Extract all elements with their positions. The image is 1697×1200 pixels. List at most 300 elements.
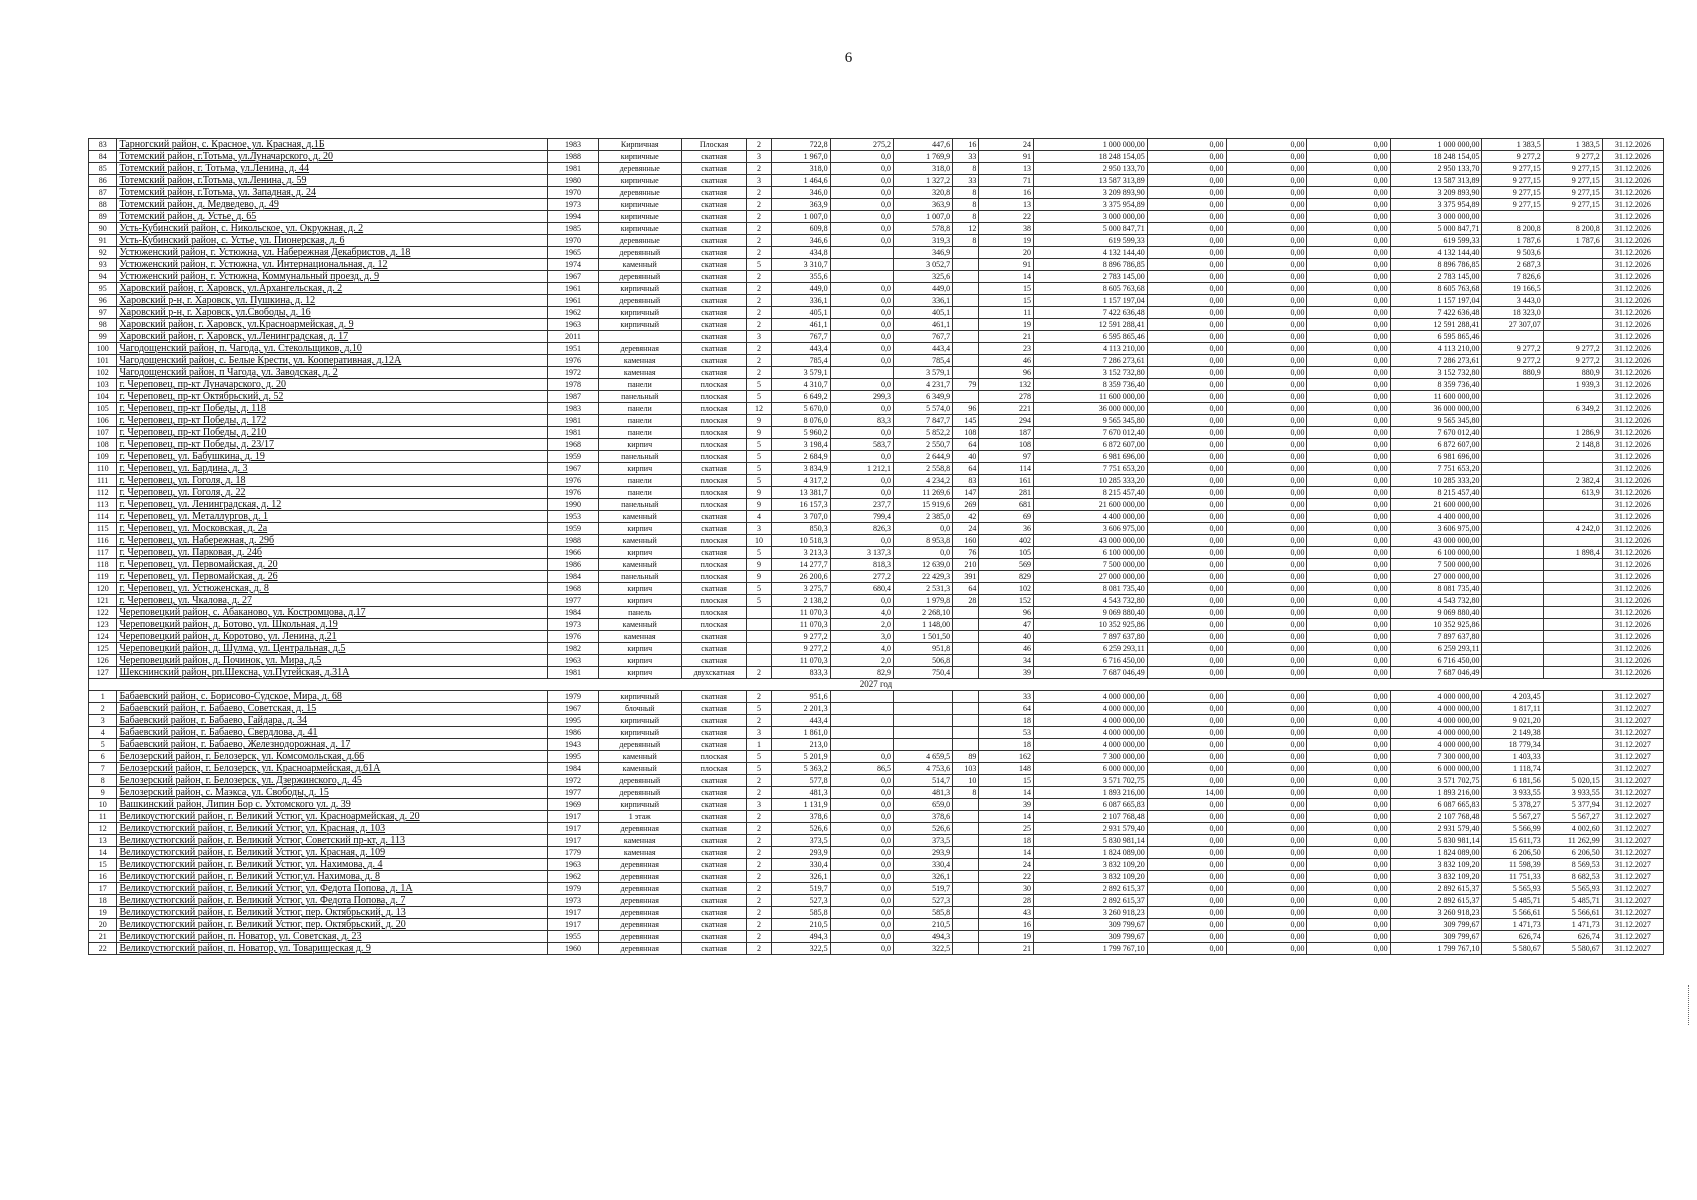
cell-area_res: 1 148,00 bbox=[894, 619, 953, 631]
table-row bbox=[89, 307, 1664, 319]
cell-budget_local: 0,00 bbox=[1307, 835, 1390, 847]
cell-cost_per_sqm: 3 933,55 bbox=[1482, 787, 1543, 799]
register-table-container bbox=[88, 138, 1664, 955]
cell-wall_material: Кирпичная bbox=[598, 139, 681, 151]
table-row bbox=[89, 619, 1664, 631]
cell-total_cost: 4 000 000,00 bbox=[1034, 703, 1148, 715]
cell-residents: 39 bbox=[979, 667, 1034, 679]
cell-area_nonres: 86,5 bbox=[830, 763, 893, 775]
cell-flats: 147 bbox=[953, 487, 979, 499]
cell-floors: 5 bbox=[747, 379, 771, 391]
table-row bbox=[89, 859, 1664, 871]
cell-deadline: 31.12.2026 bbox=[1602, 415, 1663, 427]
cell-deadline: 31.12.2026 bbox=[1602, 223, 1663, 235]
cell-deadline: 31.12.2026 bbox=[1602, 235, 1663, 247]
cell-roof_type: скатная bbox=[681, 307, 747, 319]
cell-no: 117 bbox=[89, 547, 117, 559]
cell-floors: 9 bbox=[747, 571, 771, 583]
cell-year: 1974 bbox=[548, 259, 598, 271]
cell-residents: 38 bbox=[979, 223, 1034, 235]
cell-floors: 5 bbox=[747, 451, 771, 463]
cell-flats: 8 bbox=[953, 235, 979, 247]
cell-fund_reform: 0,00 bbox=[1147, 643, 1226, 655]
cell-area_nonres: 0,0 bbox=[830, 403, 893, 415]
cell-area_nonres: 0,0 bbox=[830, 799, 893, 811]
cell-floors: 2 bbox=[747, 163, 771, 175]
cell-limit_per_sqm: 1 898,4 bbox=[1543, 547, 1602, 559]
cell-limit_per_sqm bbox=[1543, 667, 1602, 679]
cell-no: 107 bbox=[89, 427, 117, 439]
cell-budget_region: 0,00 bbox=[1226, 787, 1307, 799]
cell-budget_region: 0,00 bbox=[1226, 763, 1307, 775]
cell-roof_type: плоская bbox=[681, 607, 747, 619]
cell-residents: 19 bbox=[979, 319, 1034, 331]
cell-residents: 23 bbox=[979, 343, 1034, 355]
cell-year: 1963 bbox=[548, 319, 598, 331]
cell-area_nonres bbox=[830, 271, 893, 283]
cell-deadline: 31.12.2027 bbox=[1602, 847, 1663, 859]
table-row bbox=[89, 547, 1664, 559]
cell-residents: 28 bbox=[979, 895, 1034, 907]
cell-cost_per_sqm: 4 203,45 bbox=[1482, 691, 1543, 703]
cell-year: 1965 bbox=[548, 247, 598, 259]
cell-total_area: 10 518,3 bbox=[771, 535, 830, 547]
cell-budget_region: 0,00 bbox=[1226, 619, 1307, 631]
cell-roof_type: плоская bbox=[681, 559, 747, 571]
cell-flats bbox=[953, 691, 979, 703]
cell-total_area: 1 131,9 bbox=[771, 799, 830, 811]
cell-cost_per_sqm: 1 118,74 bbox=[1482, 763, 1543, 775]
cell-year: 1986 bbox=[548, 559, 598, 571]
cell-deadline: 31.12.2026 bbox=[1602, 439, 1663, 451]
cell-limit_per_sqm bbox=[1543, 451, 1602, 463]
cell-no: 22 bbox=[89, 943, 117, 955]
cell-limit_per_sqm bbox=[1543, 583, 1602, 595]
cell-roof_type: скатная bbox=[681, 919, 747, 931]
cell-wall_material: кирпич bbox=[598, 439, 681, 451]
cell-deadline: 31.12.2027 bbox=[1602, 919, 1663, 931]
cell-deadline: 31.12.2026 bbox=[1602, 247, 1663, 259]
cell-floors: 2 bbox=[747, 847, 771, 859]
cell-no: 4 bbox=[89, 727, 117, 739]
cell-total_area: 6 649,2 bbox=[771, 391, 830, 403]
cell-limit_per_sqm: 5 020,15 bbox=[1543, 775, 1602, 787]
cell-owners_funds: 6 872 607,00 bbox=[1390, 439, 1482, 451]
cell-residents: 294 bbox=[979, 415, 1034, 427]
cell-address: г. Череповец, ул. Металлургов, д. 1 bbox=[117, 511, 548, 523]
table-row bbox=[89, 487, 1664, 499]
cell-cost_per_sqm bbox=[1482, 547, 1543, 559]
cell-residents: 11 bbox=[979, 307, 1034, 319]
cell-budget_local: 0,00 bbox=[1307, 403, 1390, 415]
cell-limit_per_sqm: 9 277,15 bbox=[1543, 163, 1602, 175]
cell-deadline: 31.12.2027 bbox=[1602, 799, 1663, 811]
cell-roof_type: скатная bbox=[681, 523, 747, 535]
cell-floors: 2 bbox=[747, 247, 771, 259]
cell-area_res bbox=[894, 727, 953, 739]
table-row bbox=[89, 139, 1664, 151]
cell-fund_reform: 0,00 bbox=[1147, 283, 1226, 295]
cell-total_cost: 309 799,67 bbox=[1034, 919, 1148, 931]
page-number: 6 bbox=[844, 50, 853, 66]
cell-total_area: 527,3 bbox=[771, 895, 830, 907]
cell-budget_local: 0,00 bbox=[1307, 535, 1390, 547]
cell-total_area: 2 684,9 bbox=[771, 451, 830, 463]
cell-cost_per_sqm: 5 567,27 bbox=[1482, 811, 1543, 823]
cell-wall_material: кирпичный bbox=[598, 799, 681, 811]
cell-flats: 89 bbox=[953, 751, 979, 763]
cell-year: 1967 bbox=[548, 271, 598, 283]
cell-address: Великоустюгский район, г. Великий Устюг, ул. Федота Попова, д. 7 bbox=[117, 895, 548, 907]
cell-address: Череповецкий район, д. Шулма, ул. Центральная, д.5 bbox=[117, 643, 548, 655]
cell-deadline: 31.12.2027 bbox=[1602, 775, 1663, 787]
cell-flats: 76 bbox=[953, 547, 979, 559]
cell-flats bbox=[953, 895, 979, 907]
cell-roof_type: плоская bbox=[681, 475, 747, 487]
cell-flats: 96 bbox=[953, 403, 979, 415]
cell-no: 118 bbox=[89, 559, 117, 571]
cell-floors bbox=[747, 607, 771, 619]
cell-area_res: 506,8 bbox=[894, 655, 953, 667]
cell-roof_type: плоская bbox=[681, 499, 747, 511]
cell-residents: 19 bbox=[979, 931, 1034, 943]
cell-floors: 9 bbox=[747, 427, 771, 439]
cell-area_res: 1 501,50 bbox=[894, 631, 953, 643]
cell-owners_funds: 4 000 000,00 bbox=[1390, 715, 1482, 727]
cell-deadline: 31.12.2026 bbox=[1602, 307, 1663, 319]
cell-total_area: 326,1 bbox=[771, 871, 830, 883]
cell-owners_funds: 8 605 763,68 bbox=[1390, 283, 1482, 295]
cell-floors: 2 bbox=[747, 283, 771, 295]
cell-owners_funds: 3 571 702,75 bbox=[1390, 775, 1482, 787]
cell-total_cost: 10 285 333,20 bbox=[1034, 475, 1148, 487]
cell-no: 95 bbox=[89, 283, 117, 295]
cell-owners_funds: 7 670 012,40 bbox=[1390, 427, 1482, 439]
cell-area_nonres: 0,0 bbox=[830, 379, 893, 391]
cell-no: 112 bbox=[89, 487, 117, 499]
cell-address: г. Череповец, ул. Первомайская, д. 26 bbox=[117, 571, 548, 583]
cell-owners_funds: 8 081 735,40 bbox=[1390, 583, 1482, 595]
cell-wall_material: панель bbox=[598, 607, 681, 619]
cell-budget_region: 0,00 bbox=[1226, 883, 1307, 895]
cell-total_area: 355,6 bbox=[771, 271, 830, 283]
cell-flats bbox=[953, 619, 979, 631]
cell-area_res: 2 550,7 bbox=[894, 439, 953, 451]
cell-floors: 2 bbox=[747, 823, 771, 835]
cell-total_area: 449,0 bbox=[771, 283, 830, 295]
cell-total_cost: 8 081 735,40 bbox=[1034, 583, 1148, 595]
cell-fund_reform: 0,00 bbox=[1147, 907, 1226, 919]
cell-cost_per_sqm bbox=[1482, 511, 1543, 523]
cell-limit_per_sqm: 5 567,27 bbox=[1543, 811, 1602, 823]
cell-floors: 9 bbox=[747, 559, 771, 571]
table-row bbox=[89, 667, 1664, 679]
cell-budget_region: 0,00 bbox=[1226, 211, 1307, 223]
cell-total_cost: 2 107 768,48 bbox=[1034, 811, 1148, 823]
cell-area_nonres: 0,0 bbox=[830, 775, 893, 787]
cell-roof_type: плоская bbox=[681, 751, 747, 763]
cell-deadline: 31.12.2026 bbox=[1602, 499, 1663, 511]
cell-area_res: 585,8 bbox=[894, 907, 953, 919]
cell-fund_reform: 0,00 bbox=[1147, 523, 1226, 535]
cell-total_cost: 7 286 273,61 bbox=[1034, 355, 1148, 367]
cell-floors: 2 bbox=[747, 307, 771, 319]
cell-roof_type: скатная bbox=[681, 931, 747, 943]
cell-cost_per_sqm: 9 503,6 bbox=[1482, 247, 1543, 259]
cell-wall_material: панели bbox=[598, 427, 681, 439]
cell-budget_region: 0,00 bbox=[1226, 739, 1307, 751]
table-row bbox=[89, 199, 1664, 211]
cell-wall_material: каменный bbox=[598, 619, 681, 631]
cell-wall_material: кирпичные bbox=[598, 175, 681, 187]
cell-fund_reform: 0,00 bbox=[1147, 223, 1226, 235]
cell-budget_local: 0,00 bbox=[1307, 727, 1390, 739]
cell-year: 1979 bbox=[548, 883, 598, 895]
cell-fund_reform: 0,00 bbox=[1147, 943, 1226, 955]
cell-residents: 15 bbox=[979, 283, 1034, 295]
cell-address: г. Череповец, ул. Парковая, д. 24б bbox=[117, 547, 548, 559]
cell-floors: 5 bbox=[747, 595, 771, 607]
cell-cost_per_sqm: 880,9 bbox=[1482, 367, 1543, 379]
cell-residents: 278 bbox=[979, 391, 1034, 403]
cell-deadline: 31.12.2027 bbox=[1602, 691, 1663, 703]
cell-owners_funds: 6 981 696,00 bbox=[1390, 451, 1482, 463]
table-row bbox=[89, 739, 1664, 751]
cell-no: 102 bbox=[89, 367, 117, 379]
cell-flats bbox=[953, 283, 979, 295]
cell-fund_reform: 0,00 bbox=[1147, 319, 1226, 331]
cell-deadline: 31.12.2027 bbox=[1602, 895, 1663, 907]
cell-budget_region: 0,00 bbox=[1226, 907, 1307, 919]
cell-total_area: 3 707,0 bbox=[771, 511, 830, 523]
cell-floors: 2 bbox=[747, 199, 771, 211]
cell-budget_local: 0,00 bbox=[1307, 763, 1390, 775]
cell-deadline: 31.12.2027 bbox=[1602, 871, 1663, 883]
cell-flats: 10 bbox=[953, 775, 979, 787]
cell-limit_per_sqm: 1 471,73 bbox=[1543, 919, 1602, 931]
cell-wall_material: деревянный bbox=[598, 739, 681, 751]
cell-fund_reform: 0,00 bbox=[1147, 799, 1226, 811]
table-row bbox=[89, 319, 1664, 331]
cell-budget_region: 0,00 bbox=[1226, 223, 1307, 235]
cell-fund_reform: 0,00 bbox=[1147, 631, 1226, 643]
cell-deadline: 31.12.2026 bbox=[1602, 427, 1663, 439]
cell-total_area: 3 579,1 bbox=[771, 367, 830, 379]
cell-total_area: 3 834,9 bbox=[771, 463, 830, 475]
cell-limit_per_sqm: 4 242,0 bbox=[1543, 523, 1602, 535]
cell-limit_per_sqm: 6 349,2 bbox=[1543, 403, 1602, 415]
cell-no: 120 bbox=[89, 583, 117, 595]
cell-wall_material: каменная bbox=[598, 355, 681, 367]
cell-budget_region: 0,00 bbox=[1226, 283, 1307, 295]
cell-owners_funds: 8 215 457,40 bbox=[1390, 487, 1482, 499]
cell-no: 8 bbox=[89, 775, 117, 787]
cell-wall_material: каменный bbox=[598, 511, 681, 523]
cell-area_nonres: 0,0 bbox=[830, 211, 893, 223]
cell-wall_material: блочный bbox=[598, 703, 681, 715]
cell-total_area: 722,8 bbox=[771, 139, 830, 151]
cell-residents: 21 bbox=[979, 943, 1034, 955]
cell-budget_region: 0,00 bbox=[1226, 295, 1307, 307]
table-row bbox=[89, 871, 1664, 883]
cell-total_area: 378,6 bbox=[771, 811, 830, 823]
cell-floors: 5 bbox=[747, 463, 771, 475]
cell-roof_type: плоская bbox=[681, 391, 747, 403]
cell-area_nonres: 0,0 bbox=[830, 355, 893, 367]
cell-residents: 14 bbox=[979, 787, 1034, 799]
cell-total_area: 9 277,2 bbox=[771, 643, 830, 655]
cell-fund_reform: 0,00 bbox=[1147, 667, 1226, 679]
cell-roof_type: скатная bbox=[681, 883, 747, 895]
cell-address: Шекснинский район, рп.Шексна, ул.Путейская, д.31А bbox=[117, 667, 548, 679]
cell-area_res: 767,7 bbox=[894, 331, 953, 343]
cell-fund_reform: 0,00 bbox=[1147, 355, 1226, 367]
cell-roof_type: скатная bbox=[681, 331, 747, 343]
cell-roof_type: скатная bbox=[681, 343, 747, 355]
cell-total_area: 1 464,6 bbox=[771, 175, 830, 187]
cell-budget_region: 0,00 bbox=[1226, 751, 1307, 763]
cell-deadline: 31.12.2026 bbox=[1602, 643, 1663, 655]
cell-total_cost: 1 000 000,00 bbox=[1034, 139, 1148, 151]
cell-no: 11 bbox=[89, 811, 117, 823]
cell-area_nonres: 0,0 bbox=[830, 295, 893, 307]
cell-area_nonres: 0,0 bbox=[830, 235, 893, 247]
cell-area_nonres: 3 137,3 bbox=[830, 547, 893, 559]
table-row bbox=[89, 391, 1664, 403]
cell-deadline: 31.12.2027 bbox=[1602, 907, 1663, 919]
cell-budget_region: 0,00 bbox=[1226, 799, 1307, 811]
cell-no: 10 bbox=[89, 799, 117, 811]
cell-floors: 3 bbox=[747, 331, 771, 343]
cell-owners_funds: 619 599,33 bbox=[1390, 235, 1482, 247]
cell-deadline: 31.12.2026 bbox=[1602, 451, 1663, 463]
table-row bbox=[89, 211, 1664, 223]
cell-area_nonres bbox=[830, 727, 893, 739]
cell-residents: 221 bbox=[979, 403, 1034, 415]
cell-fund_reform: 0,00 bbox=[1147, 655, 1226, 667]
cell-owners_funds: 3 606 975,00 bbox=[1390, 523, 1482, 535]
cell-area_res: 2 644,9 bbox=[894, 451, 953, 463]
cell-year: 1978 bbox=[548, 379, 598, 391]
cell-area_res: 659,0 bbox=[894, 799, 953, 811]
cell-budget_region: 0,00 bbox=[1226, 475, 1307, 487]
cell-floors: 4 bbox=[747, 511, 771, 523]
cell-deadline: 31.12.2026 bbox=[1602, 271, 1663, 283]
cell-area_res: 527,3 bbox=[894, 895, 953, 907]
cell-deadline: 31.12.2026 bbox=[1602, 487, 1663, 499]
cell-budget_local: 0,00 bbox=[1307, 751, 1390, 763]
cell-wall_material: кирпичный bbox=[598, 283, 681, 295]
cell-area_res: 12 639,0 bbox=[894, 559, 953, 571]
cell-total_area: 833,3 bbox=[771, 667, 830, 679]
cell-address: Усть-Кубинский район, с. Устье, ул. Пионерская, д. 6 bbox=[117, 235, 548, 247]
cell-deadline: 31.12.2027 bbox=[1602, 715, 1663, 727]
cell-floors: 5 bbox=[747, 751, 771, 763]
cell-deadline: 31.12.2027 bbox=[1602, 727, 1663, 739]
cell-total_cost: 5 830 981,14 bbox=[1034, 835, 1148, 847]
cell-budget_region: 0,00 bbox=[1226, 847, 1307, 859]
cell-budget_local: 0,00 bbox=[1307, 187, 1390, 199]
cell-residents: 681 bbox=[979, 499, 1034, 511]
cell-area_res: 1 769,9 bbox=[894, 151, 953, 163]
cell-limit_per_sqm bbox=[1543, 463, 1602, 475]
cell-total_area: 9 277,2 bbox=[771, 631, 830, 643]
cell-year: 1968 bbox=[548, 439, 598, 451]
cell-cost_per_sqm: 11 751,33 bbox=[1482, 871, 1543, 883]
cell-area_nonres: 83,3 bbox=[830, 415, 893, 427]
cell-limit_per_sqm bbox=[1543, 283, 1602, 295]
cell-total_cost: 2 950 133,70 bbox=[1034, 163, 1148, 175]
cell-area_nonres: 277,2 bbox=[830, 571, 893, 583]
cell-owners_funds: 18 248 154,05 bbox=[1390, 151, 1482, 163]
cell-total_area: 3 275,7 bbox=[771, 583, 830, 595]
cell-total_cost: 9 069 880,40 bbox=[1034, 607, 1148, 619]
cell-total_cost: 8 896 786,85 bbox=[1034, 259, 1148, 271]
cell-cost_per_sqm: 2 149,38 bbox=[1482, 727, 1543, 739]
cell-budget_local: 0,00 bbox=[1307, 775, 1390, 787]
cell-total_area: 3 198,4 bbox=[771, 439, 830, 451]
cell-no: 88 bbox=[89, 199, 117, 211]
cell-wall_material: кирпичный bbox=[598, 319, 681, 331]
cell-address: Великоустюгский район, г. Великий Устюг, ул. Нахимова, д. 4 bbox=[117, 859, 548, 871]
cell-residents: 162 bbox=[979, 751, 1034, 763]
cell-address: Великоустюгский район, г. Великий Устюг, пер. Октябрьский, д. 20 bbox=[117, 919, 548, 931]
cell-address: г. Череповец, пр-кт Победы, д. 118 bbox=[117, 403, 548, 415]
cell-address: Великоустюгский район, п. Новатор, ул. Советская, д. 23 bbox=[117, 931, 548, 943]
cell-budget_local: 0,00 bbox=[1307, 295, 1390, 307]
cell-total_area: 767,7 bbox=[771, 331, 830, 343]
cell-year: 1984 bbox=[548, 763, 598, 775]
cell-owners_funds: 6 000 000,00 bbox=[1390, 763, 1482, 775]
cell-year: 1961 bbox=[548, 283, 598, 295]
cell-cost_per_sqm: 1 817,11 bbox=[1482, 703, 1543, 715]
cell-residents: 91 bbox=[979, 259, 1034, 271]
table-row bbox=[89, 775, 1664, 787]
cell-address: Устюженский район, г. Устюжна, Коммунальный проезд, д. 9 bbox=[117, 271, 548, 283]
cell-budget_local: 0,00 bbox=[1307, 583, 1390, 595]
cell-cost_per_sqm bbox=[1482, 583, 1543, 595]
cell-area_nonres: 0,0 bbox=[830, 151, 893, 163]
cell-area_res: 326,1 bbox=[894, 871, 953, 883]
cell-flats bbox=[953, 607, 979, 619]
table-row bbox=[89, 847, 1664, 859]
table-row bbox=[89, 511, 1664, 523]
cell-address: Тотемский район, г. Тотьма, ул.Ленина, д. 44 bbox=[117, 163, 548, 175]
cell-no: 122 bbox=[89, 607, 117, 619]
cell-wall_material: каменный bbox=[598, 259, 681, 271]
cell-fund_reform: 0,00 bbox=[1147, 379, 1226, 391]
cell-cost_per_sqm: 7 826,6 bbox=[1482, 271, 1543, 283]
cell-deadline: 31.12.2026 bbox=[1602, 619, 1663, 631]
cell-cost_per_sqm: 9 277,2 bbox=[1482, 355, 1543, 367]
cell-address: г. Череповец, ул. Бабушкина, д. 19 bbox=[117, 451, 548, 463]
cell-year: 1962 bbox=[548, 307, 598, 319]
cell-total_area: 5 201,9 bbox=[771, 751, 830, 763]
cell-total_cost: 1 799 767,10 bbox=[1034, 943, 1148, 955]
cell-area_nonres: 0,0 bbox=[830, 787, 893, 799]
cell-area_nonres: 82,9 bbox=[830, 667, 893, 679]
cell-owners_funds: 2 892 615,37 bbox=[1390, 895, 1482, 907]
cell-area_res: 378,6 bbox=[894, 811, 953, 823]
cell-fund_reform: 0,00 bbox=[1147, 175, 1226, 187]
table-row bbox=[89, 631, 1664, 643]
cell-total_area: 336,1 bbox=[771, 295, 830, 307]
cell-area_nonres: 0,0 bbox=[830, 871, 893, 883]
cell-cost_per_sqm bbox=[1482, 619, 1543, 631]
cell-limit_per_sqm bbox=[1543, 211, 1602, 223]
cell-wall_material: панельный bbox=[598, 499, 681, 511]
cell-wall_material: 1 этаж bbox=[598, 811, 681, 823]
